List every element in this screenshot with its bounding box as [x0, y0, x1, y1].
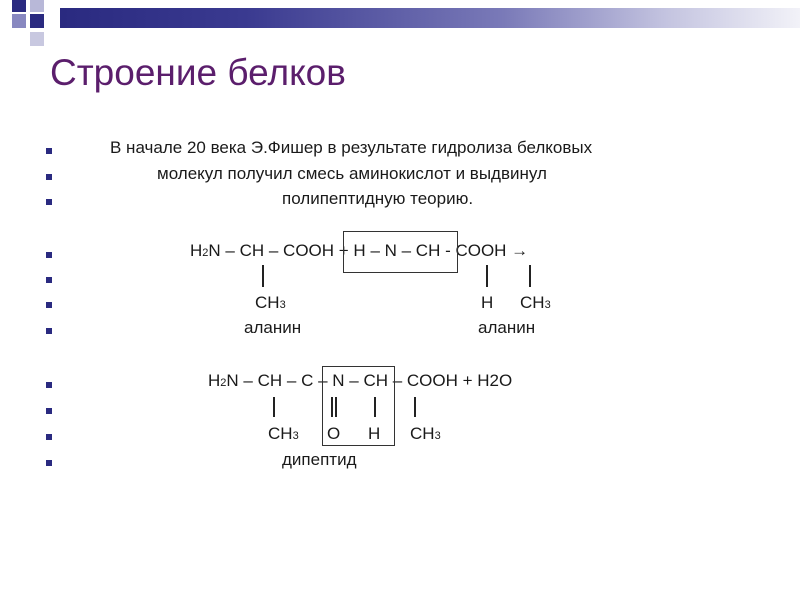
reaction1-h-subscript: 2: [202, 247, 209, 259]
decor-square: [30, 14, 44, 28]
reaction1-chain-left: N – CH – CO: [208, 241, 309, 260]
reaction2-h: H: [208, 371, 221, 390]
ch-subscript: 3: [292, 430, 299, 442]
reaction1-right-name: аланин: [478, 318, 536, 337]
ch-label: CH: [255, 293, 280, 312]
bullet: [46, 382, 52, 388]
reaction1-right-substituent: [520, 293, 551, 315]
bond-line: [486, 265, 488, 287]
decorative-squares: [0, 0, 60, 50]
ch-subscript: 3: [544, 299, 551, 311]
intro-line-2: молекул получил смесь аминокислот и выдвинул: [157, 164, 547, 183]
ch-label: CH: [410, 424, 435, 443]
reaction1-right-h: H: [481, 293, 494, 312]
reaction2-hydrogen: H: [368, 424, 381, 443]
intro-line-3: полипептидную теорию.: [282, 189, 474, 208]
decor-square: [12, 14, 26, 28]
reaction2-substituent-2: [410, 424, 441, 446]
decor-square: [30, 32, 44, 46]
bullet: [46, 460, 52, 466]
bullet: [46, 148, 52, 154]
reaction1-oh-plus-h: OH + H: [308, 241, 366, 260]
reaction2-name: дипептид: [282, 450, 357, 469]
header-gradient-bar: [60, 8, 800, 28]
reaction2-h-subscript: 2: [220, 377, 227, 389]
bond-line: [529, 265, 531, 287]
bullet: [46, 434, 52, 440]
reaction2-chain-right: – CH – COOH + H2O: [349, 371, 513, 390]
reaction2-peptide-bond: C – N: [301, 371, 345, 390]
bond-line: [273, 397, 275, 417]
reaction1-left-name: аланин: [244, 318, 302, 337]
bullet: [46, 199, 52, 205]
ch-subscript: 3: [279, 299, 286, 311]
reaction1-water-box: [343, 231, 458, 273]
ch-label: CH: [268, 424, 293, 443]
double-bond-line: [335, 397, 337, 417]
reaction2-chain-left: N – CH –: [226, 371, 297, 390]
intro-line-1: В начале 20 века Э.Фишер в результате гидролиза белковых: [110, 138, 593, 157]
reaction1-h: H: [190, 241, 203, 260]
ch-label: CH: [520, 293, 545, 312]
reaction2-oxygen: O: [327, 424, 341, 443]
decor-square: [30, 0, 44, 12]
ch-subscript: 3: [434, 430, 441, 442]
reaction1-left-substituent: [255, 293, 286, 315]
reaction1-chain-right: – N – CH - COOH →: [370, 241, 529, 260]
bullet: [46, 174, 52, 180]
bullet: [46, 252, 52, 258]
bullet: [46, 328, 52, 334]
bond-line: [414, 397, 416, 417]
reaction2-substituent-1: [268, 424, 299, 446]
bullet: [46, 277, 52, 283]
slide-title: Строение белков: [50, 52, 346, 93]
bullet: [46, 302, 52, 308]
bullet: [46, 408, 52, 414]
decor-square: [12, 0, 26, 12]
bond-line: [262, 265, 264, 287]
bond-line: [374, 397, 376, 417]
double-bond-line: [331, 397, 333, 417]
